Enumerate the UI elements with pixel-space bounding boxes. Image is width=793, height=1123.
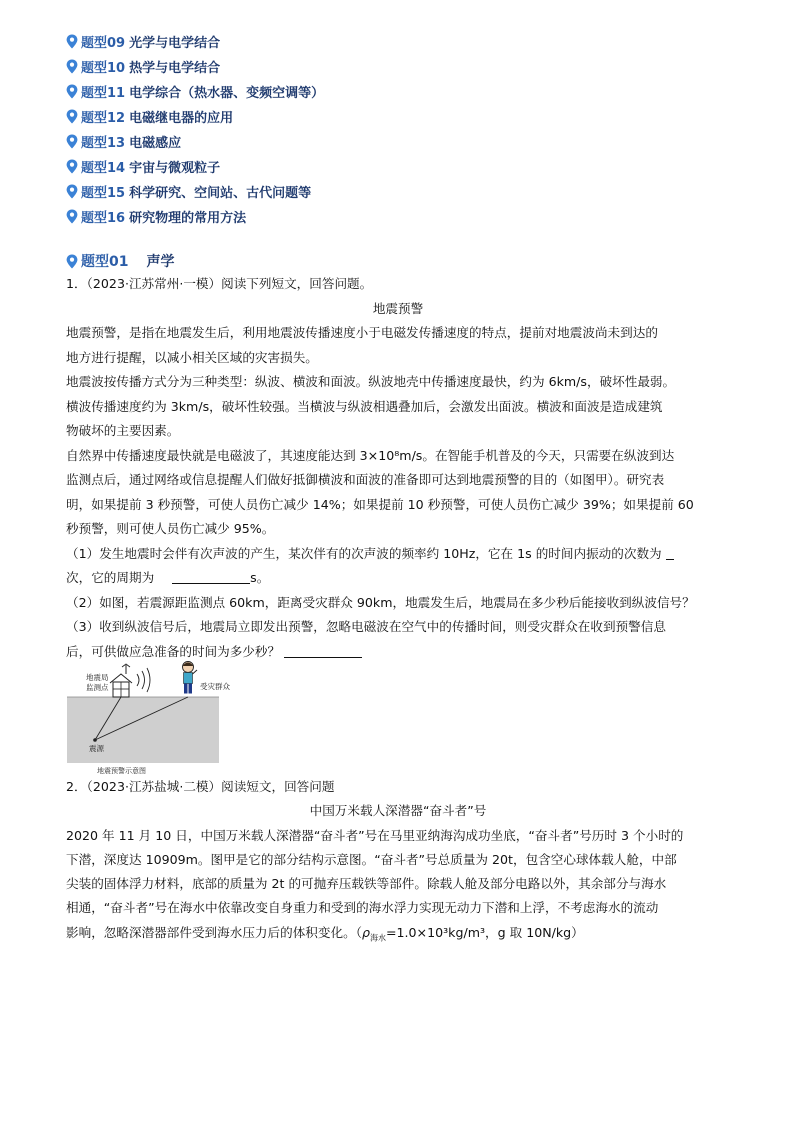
toc-item[interactable] xyxy=(66,179,324,204)
q1-sub1-text-2: 次，它的周期为 xyxy=(66,570,155,585)
location-pin-icon xyxy=(66,159,78,174)
q2-line: 2020 年 11 月 10 日，中国万米载人深潜器“奋斗者”号在马里亚纳海沟成功坐底，“奋斗者”号历时 3 个小时的 xyxy=(66,827,684,843)
toc-item[interactable] xyxy=(66,79,324,104)
q2-line: 尖装的固体浮力材料，底部的质量为 2t 的可抛弃压载铁等部件。除载人舱及部分电路以外，其余部分与海水 xyxy=(66,876,667,892)
signal-waves-icon xyxy=(137,668,150,692)
location-pin-icon xyxy=(66,84,78,99)
q1-sub1-line-2 xyxy=(66,566,730,591)
section-name: 声学 xyxy=(146,254,175,270)
q2-line-last xyxy=(66,921,730,945)
toc-title: 光学与电学结合 xyxy=(129,36,221,51)
q2-line: 下潜，深度达 10909m。图甲是它的部分结构示意图。“奋斗者”号总质量为 20t，包含空心球体载人舱，中部 xyxy=(66,851,677,867)
location-pin-icon xyxy=(66,209,78,224)
people-label: 受灾群众 xyxy=(200,682,230,691)
toc-tag: 题型16 xyxy=(81,211,126,226)
toc-tag: 题型12 xyxy=(81,111,126,126)
monitoring-station-icon xyxy=(110,664,132,697)
location-pin-icon xyxy=(66,109,78,124)
toc-item[interactable] xyxy=(66,104,324,129)
ground-layer xyxy=(67,697,219,763)
q1-p1-line: 地震预警，是指在地震发生后，利用地震波传播速度小于电磁发传播速度的特点，提前对地震波尚未到达的 xyxy=(66,325,658,340)
q1-sub1-unit: s。 xyxy=(250,570,270,585)
q1-p2-line: 地震波按传播方式分为三种类型：纵波、横波和面波。纵波地壳中传播速度最快，约为 6km/s，破坏性最弱。 xyxy=(66,374,676,389)
q2-line: 相通，“奋斗者”号在海水中依靠改变自身重力和受到的海水浮力实现无动力下潜和上浮，不考虑海水的流动 xyxy=(66,900,659,916)
toc-tag: 题型15 xyxy=(81,186,126,201)
q1-sub3-line: （3）收到纵波信号后，地震局立即发出预警，忽略电磁波在空气中的传播时间，则受灾群众在收到预警信息 xyxy=(66,619,666,634)
q1-p3-line: 明，如果提前 3 秒预警，可使人员伤亡减少 14%；如果提前 10 秒预警，可使人员伤亡减少 39%；如果提前 60 xyxy=(66,496,694,512)
question-2 xyxy=(66,775,730,945)
toc-item[interactable] xyxy=(66,54,324,79)
toc-tag: 题型09 xyxy=(81,36,126,51)
rho-subscript: 海水 xyxy=(369,933,386,943)
source-label: 震源 xyxy=(89,744,104,753)
q1-p3-line: 自然界中传播速度最快就是电磁波了，其速度能达到 3×10⁸m/s。在智能手机普及的今天，只需要在纵波到达 xyxy=(66,447,675,463)
location-pin-icon xyxy=(66,34,78,49)
location-pin-icon xyxy=(66,184,78,199)
q1-p1-line: 地方进行提醒，以减小相关区域的灾害损失。 xyxy=(66,349,318,365)
toc-title: 研究物理的常用方法 xyxy=(129,211,247,226)
toc-tag: 题型11 xyxy=(81,86,126,101)
location-pin-icon xyxy=(66,59,78,74)
section-heading xyxy=(66,251,174,271)
q1-sub3-text: 后，可供做应急准备的时间为多少秒？ xyxy=(66,643,281,659)
q1-title: 地震预警 xyxy=(372,300,424,316)
location-pin-icon xyxy=(66,254,78,269)
station-label: 地震局 xyxy=(86,673,109,682)
q1-sub1-text: （1）发生地震时会伴有次声波的产生，某次伴有的次声波的频率约 10Hz，它在 1s 的时间内振动的次数为 xyxy=(66,545,662,561)
q2-last-text: 影响，忽略深潜器部件受到海水压力后的体积变化。（ xyxy=(66,924,362,940)
toc-item[interactable] xyxy=(66,204,324,229)
toc-item[interactable] xyxy=(66,154,324,179)
q2-title: 中国万米载人深潜器“奋斗者”号 xyxy=(309,803,487,819)
toc-list xyxy=(66,29,324,229)
toc-tag: 题型13 xyxy=(81,136,126,151)
answer-blank[interactable] xyxy=(284,643,362,658)
figure-caption: 地震预警示意图 xyxy=(97,767,146,775)
toc-title: 电磁感应 xyxy=(129,136,182,151)
toc-title: 宇宙与微观粒子 xyxy=(129,161,221,176)
q2-intro: 2．（2023·江苏盐城·二模）阅读短文，回答问题 xyxy=(66,779,335,794)
toc-title: 热学与电学结合 xyxy=(129,61,221,76)
section-tag: 题型01 xyxy=(81,254,129,270)
earthquake-warning-diagram xyxy=(67,660,230,778)
toc-title: 科学研究、空间站、古代问题等 xyxy=(129,186,312,201)
answer-blank[interactable] xyxy=(666,545,674,560)
toc-title: 电学综合（热水器、变频空调等） xyxy=(129,86,325,101)
q1-sub2: （2）如图，若震源距监测点 60km，距离受灾群众 90km，地震发生后，地震局在多少秒后能接收到纵波信号？ xyxy=(66,594,695,610)
location-pin-icon xyxy=(66,134,78,149)
q1-intro: 1．（2023·江苏常州·一模）阅读下列短文，回答问题。 xyxy=(66,276,373,291)
q2-last-text-2: =1.0×10³kg/m³，g 取 10N/kg） xyxy=(385,924,584,940)
toc-tag: 题型10 xyxy=(81,61,126,76)
toc-item[interactable] xyxy=(66,129,324,154)
q1-p3-line: 监测点后，通过网络或信息提醒人们做好抵御横波和面波的准备即可达到地震预警的目的（如图甲）。研究表 xyxy=(66,472,665,487)
toc-title: 电磁继电器的应用 xyxy=(129,111,234,126)
answer-blank[interactable] xyxy=(172,569,250,584)
q1-p3-line: 秒预警，则可使人员伤亡减少 95%。 xyxy=(66,521,275,536)
station-label: 监测点 xyxy=(86,683,109,692)
question-1 xyxy=(66,272,730,664)
q1-sub1-line xyxy=(66,542,730,567)
toc-tag: 题型14 xyxy=(81,161,126,176)
person-icon xyxy=(183,662,198,694)
q1-p2-line: 横波传播速度约为 3km/s，破坏性较强。当横波与纵波相遇叠加后，会激发出面波。横波和面波是造成建筑 xyxy=(66,398,663,414)
rho-symbol: ρ xyxy=(361,924,370,940)
toc-item[interactable] xyxy=(66,29,324,54)
q1-p2-line: 物破坏的主要因素。 xyxy=(66,423,180,438)
